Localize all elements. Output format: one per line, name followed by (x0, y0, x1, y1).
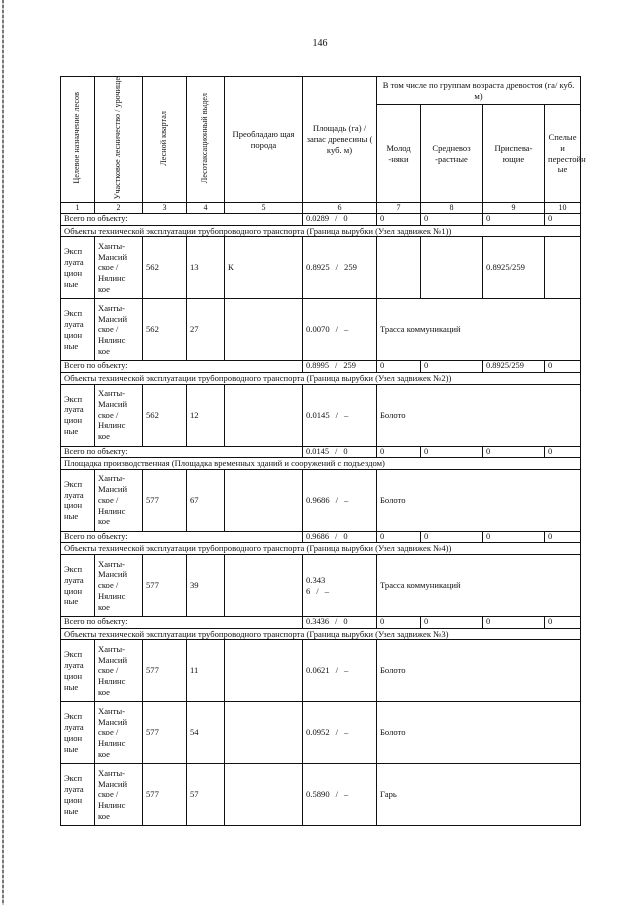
vydel-cell: 54 (187, 702, 225, 764)
area-stock-cell (303, 299, 377, 361)
quarter-cell: 577 (143, 469, 187, 531)
stock-value: 259 (343, 361, 356, 371)
area-value: 0.5890 (306, 789, 330, 800)
stock-value: – (344, 789, 349, 800)
header-young: Молод -няки (377, 105, 421, 203)
area-stock-separator: / (335, 727, 339, 738)
purpose-cell: Эксп луата цион ные (61, 384, 95, 446)
species-cell (225, 299, 303, 361)
table-row (61, 764, 581, 826)
section-title: Объекты технической эксплуатации трубопроводного транспорта (Граница вырубки (Узел задвижек №3) (61, 628, 581, 640)
page-number: 146 (312, 38, 328, 49)
object-total-row (61, 531, 581, 543)
stock-value: – (344, 727, 349, 738)
species-cell (225, 702, 303, 764)
quarter-cell: 562 (143, 384, 187, 446)
column-number: 7 (377, 203, 421, 214)
header-species: Преобладаю щая порода (225, 77, 303, 203)
total-label: Всего по объекту: (61, 361, 303, 373)
table-row (61, 299, 581, 361)
note-cell: Болото (377, 469, 581, 531)
stock-value: 0 (343, 214, 348, 224)
section-heading-row (61, 543, 581, 555)
table-row (61, 702, 581, 764)
column-number-row (61, 203, 581, 214)
area-stock-cell (303, 640, 377, 702)
area-value: 0.0289 (306, 214, 330, 224)
note-cell: Болото (377, 640, 581, 702)
district-cell: Ханты- Мансий ское / Нялинс кое (95, 640, 143, 702)
quarter-cell: 562 (143, 299, 187, 361)
district-cell: Ханты- Мансий ское / Нялинс кое (95, 764, 143, 826)
area-stock-cell (303, 702, 377, 764)
stock-value: – (324, 585, 329, 596)
note-cell: Болото (377, 702, 581, 764)
area-stock-separator: / (335, 531, 338, 541)
object-total-row (61, 617, 581, 629)
stock-value: – (344, 665, 349, 676)
header-age-groups: В том числе по группам возраста древостоя (га/ куб. м) (377, 77, 581, 105)
stock-value: 0 (343, 617, 348, 627)
vydel-cell: 11 (187, 640, 225, 702)
total-middle: 0 (421, 214, 483, 226)
column-number: 6 (303, 203, 377, 214)
district-cell: Ханты- Мансий ское / Нялинс кое (95, 237, 143, 299)
district-cell: Ханты- Мансий ское / Нялинс кое (95, 555, 143, 617)
section-heading-row (61, 458, 581, 470)
species-cell: К (225, 237, 303, 299)
table-row (61, 640, 581, 702)
vydel-cell: 13 (187, 237, 225, 299)
stock-value: 0 (343, 446, 348, 456)
purpose-cell: Эксп луата цион ные (61, 702, 95, 764)
area-value: 0.9686 (306, 531, 330, 541)
area-value: 0.0070 (306, 324, 330, 335)
header-middle: Средневоз -растные (421, 105, 483, 203)
premature-cell: 0.8925/259 (483, 237, 545, 299)
column-number: 3 (143, 203, 187, 214)
area-stock-separator: / (335, 214, 338, 224)
district-cell: Ханты- Мансий ское / Нялинс кое (95, 702, 143, 764)
area-value: 0.8995 (306, 361, 330, 371)
header-district: Участковое лесничество / урочище (95, 77, 143, 203)
area-stock-separator: / (335, 324, 339, 335)
vydel-cell: 57 (187, 764, 225, 826)
header-purpose: Целевое назначение лесов (61, 77, 95, 203)
area-stock-separator: / (335, 617, 338, 627)
area-stock-cell (303, 617, 377, 629)
purpose-cell: Эксп луата цион ные (61, 555, 95, 617)
quarter-cell: 577 (143, 555, 187, 617)
column-number: 10 (545, 203, 581, 214)
area-stock-separator: / (335, 409, 339, 420)
species-cell (225, 640, 303, 702)
total-mature: 0 (545, 531, 581, 543)
area-stock-separator: / (335, 361, 338, 371)
total-young: 0 (377, 214, 421, 226)
header-mature: Спелые и перестойн ые (545, 105, 581, 203)
column-number: 5 (225, 203, 303, 214)
purpose-cell: Эксп луата цион ные (61, 299, 95, 361)
total-mature: 0 (545, 617, 581, 629)
column-number: 9 (483, 203, 545, 214)
note-cell: Гарь (377, 764, 581, 826)
purpose-cell: Эксп луата цион ные (61, 237, 95, 299)
header-quarter: Лесной квартал (143, 77, 187, 203)
area-value: 0.0952 (306, 727, 330, 738)
mature-cell (545, 237, 581, 299)
area-stock-separator: / (316, 585, 319, 596)
vydel-cell: 39 (187, 555, 225, 617)
header-area: Площадь (га) / запас древесины ( куб. м) (303, 77, 377, 203)
note-cell: Трасса коммуникаций (377, 299, 581, 361)
area-value: 0.343 6 (306, 574, 326, 596)
total-premature: 0 (483, 446, 545, 458)
column-number: 2 (95, 203, 143, 214)
area-stock-cell (303, 555, 377, 617)
total-label: Всего по объекту: (61, 214, 303, 226)
purpose-cell: Эксп луата цион ные (61, 469, 95, 531)
scan-edge-line (2, 0, 4, 905)
section-title: Объекты технической эксплуатации трубопроводного транспорта (Граница вырубки (Узел задвижек №2)) (61, 372, 581, 384)
total-label: Всего по объекту: (61, 446, 303, 458)
quarter-cell: 577 (143, 702, 187, 764)
area-value: 0.0145 (306, 446, 330, 456)
area-value: 0.9686 (306, 494, 330, 505)
area-stock-separator: / (335, 262, 339, 273)
total-mature: 0 (545, 361, 581, 373)
total-middle: 0 (421, 617, 483, 629)
total-premature: 0 (483, 214, 545, 226)
total-mature: 0 (545, 446, 581, 458)
section-heading-row (61, 225, 581, 237)
note-cell: Болото (377, 384, 581, 446)
total-young: 0 (377, 361, 421, 373)
column-number: 1 (61, 203, 95, 214)
total-middle: 0 (421, 361, 483, 373)
area-stock-cell (303, 469, 377, 531)
area-stock-cell (303, 446, 377, 458)
object-total-row (61, 446, 581, 458)
purpose-cell: Эксп луата цион ные (61, 764, 95, 826)
area-value: 0.0145 (306, 409, 330, 420)
area-stock-cell (303, 384, 377, 446)
stock-value: 0 (343, 531, 348, 541)
species-cell (225, 764, 303, 826)
quarter-cell: 577 (143, 764, 187, 826)
middle-cell (421, 237, 483, 299)
area-stock-cell (303, 531, 377, 543)
table-row (61, 237, 581, 299)
young-cell (377, 237, 421, 299)
area-stock-separator: / (335, 446, 338, 456)
district-cell: Ханты- Мансий ское / Нялинс кое (95, 469, 143, 531)
area-value: 0.8925 (306, 262, 330, 273)
forest-fund-table (60, 76, 586, 826)
table-row (61, 384, 581, 446)
district-cell: Ханты- Мансий ское / Нялинс кое (95, 384, 143, 446)
stock-value: – (344, 409, 349, 420)
total-premature: 0.8925/259 (483, 361, 545, 373)
stock-value: – (344, 324, 349, 335)
table-row (61, 555, 581, 617)
area-stock-cell (303, 214, 377, 226)
vydel-cell: 27 (187, 299, 225, 361)
species-cell (225, 384, 303, 446)
species-cell (225, 469, 303, 531)
purpose-cell: Эксп луата цион ные (61, 640, 95, 702)
object-total-row (61, 361, 581, 373)
total-mature: 0 (545, 214, 581, 226)
total-middle: 0 (421, 531, 483, 543)
section-heading-row (61, 372, 581, 384)
vydel-cell: 67 (187, 469, 225, 531)
column-number: 4 (187, 203, 225, 214)
area-stock-cell (303, 361, 377, 373)
total-middle: 0 (421, 446, 483, 458)
total-young: 0 (377, 531, 421, 543)
area-stock-separator: / (335, 665, 339, 676)
section-title: Объекты технической эксплуатации трубопроводного транспорта (Граница вырубки (Узел задвижек №1)) (61, 225, 581, 237)
section-heading-row (61, 628, 581, 640)
section-title: Объекты технической эксплуатации трубопроводного транспорта (Граница вырубки (Узел задвижек №4)) (61, 543, 581, 555)
quarter-cell: 577 (143, 640, 187, 702)
object-total-row (61, 214, 581, 226)
total-premature: 0 (483, 617, 545, 629)
total-young: 0 (377, 617, 421, 629)
quarter-cell: 562 (143, 237, 187, 299)
header-premature: Приспева- ющие (483, 105, 545, 203)
area-stock-separator: / (335, 494, 339, 505)
area-value: 0.0621 (306, 665, 330, 676)
area-stock-cell (303, 237, 377, 299)
vydel-cell: 12 (187, 384, 225, 446)
column-number: 8 (421, 203, 483, 214)
area-stock-separator: / (335, 789, 339, 800)
total-label: Всего по объекту: (61, 531, 303, 543)
section-title: Площадка производственная (Площадка временных зданий и сооружений с подъездом) (61, 458, 581, 470)
area-value: 0.3436 (306, 617, 330, 627)
total-premature: 0 (483, 531, 545, 543)
note-cell: Трасса коммуникаций (377, 555, 581, 617)
species-cell (225, 555, 303, 617)
table-row (61, 469, 581, 531)
total-label: Всего по объекту: (61, 617, 303, 629)
area-stock-cell (303, 764, 377, 826)
stock-value: 259 (344, 262, 357, 273)
stock-value: – (344, 494, 349, 505)
total-young: 0 (377, 446, 421, 458)
header-vydel: Лесотаксационный выдел (187, 77, 225, 203)
district-cell: Ханты- Мансий ское / Нялинс кое (95, 299, 143, 361)
